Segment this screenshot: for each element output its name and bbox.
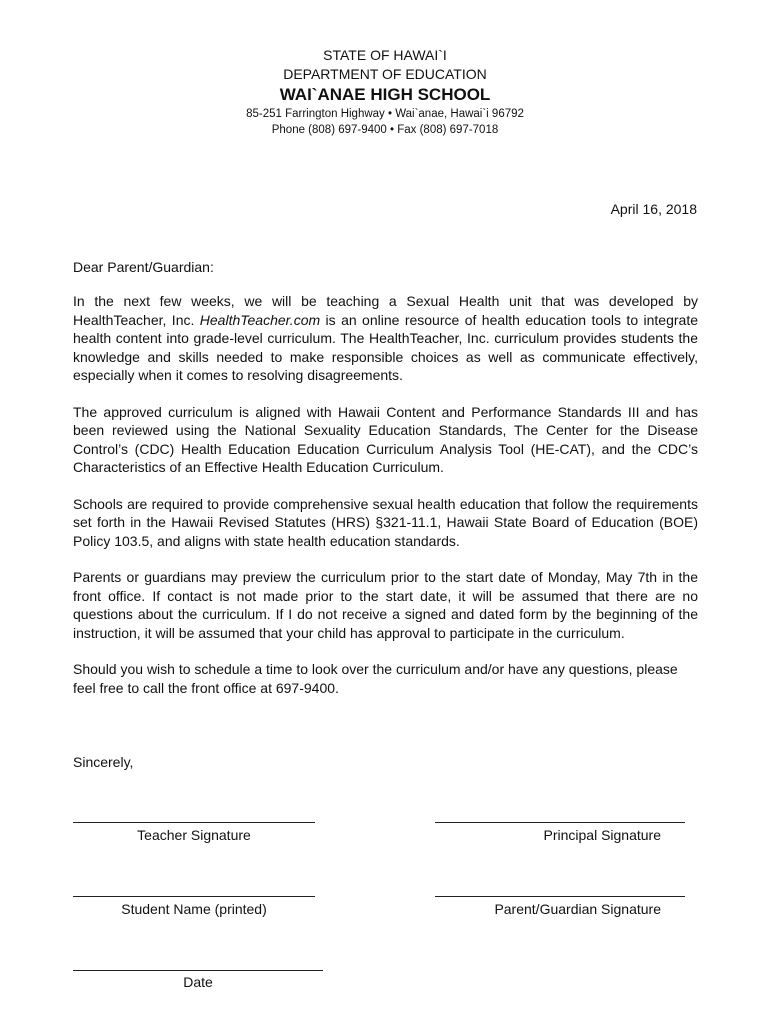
school-address: 85-251 Farrington Highway • Wai`anae, Hawai`i 96792 bbox=[246, 108, 524, 120]
closing: Sincerely, bbox=[73, 754, 134, 770]
letter-body bbox=[73, 292, 698, 715]
signature-line bbox=[73, 970, 323, 971]
signature-line bbox=[435, 896, 685, 897]
signature-line bbox=[435, 822, 685, 823]
date-label: Date bbox=[183, 974, 213, 990]
salutation: Dear Parent/Guardian: bbox=[73, 259, 214, 275]
teacher-signature-block bbox=[73, 822, 315, 843]
student-name-block bbox=[73, 896, 315, 917]
website-name: HealthTeacher.com bbox=[199, 311, 321, 328]
state-name: STATE OF HAWAI`I bbox=[323, 47, 447, 63]
paragraph-preview: Parents or guardians may preview the curriculum prior to the start date of Monday, May 7th in the front office. If contact is not made prior to the start date, it will be assumed that there are no questions about the curriculum. If I do not receive a signed and dated form by the beginning of the instruction, it will be assumed that your child has approval to participate in the curriculum. bbox=[73, 569, 698, 641]
school-name: WAI`ANAE HIGH SCHOOL bbox=[279, 85, 491, 104]
signature-line bbox=[73, 896, 315, 897]
department-name: DEPARTMENT OF EDUCATION bbox=[283, 66, 487, 82]
parent-signature-block bbox=[435, 896, 685, 917]
date-block bbox=[73, 970, 323, 990]
signature-line bbox=[73, 822, 315, 823]
letter-date: April 16, 2018 bbox=[610, 201, 697, 217]
parent-signature-label: Parent/Guardian Signature bbox=[494, 901, 661, 917]
principal-signature-label: Principal Signature bbox=[543, 827, 661, 843]
paragraph-standards: The approved curriculum is aligned with Hawaii Content and Performance Standards III and has been reviewed using the National Sexuality Education Standards, The Center for the Disease Control’s (CDC) Health Education Education Curriculum Analysis Tool (HE-CAT), and the CDC’s Characteristics of an Effective Health Education Curriculum. bbox=[73, 403, 698, 475]
principal-signature-block bbox=[435, 822, 685, 843]
paragraph-contact: Should you wish to schedule a time to look over the curriculum and/or have any questions, please feel free to call the front office at 697-9400. bbox=[73, 661, 678, 696]
letterhead bbox=[0, 46, 770, 138]
teacher-signature-label: Teacher Signature bbox=[137, 827, 251, 843]
paragraph-intro: In the next few weeks, we will be teaching a Sexual Health unit that was developed by HealthTeacher, Inc. HealthTeacher.com is an online resource of health education tools to integrate health content into grade-level curriculum. The HealthTeacher, Inc. curriculum provides students the knowledge and skills needed to make responsible choices as well as communicate effectively, especially when it comes to resolving disagreements. bbox=[73, 293, 698, 383]
paragraph-requirements: Schools are required to provide comprehensive sexual health education that follow the requirements set forth in the Hawaii Revised Statutes (HRS) §321-11.1, Hawaii State Board of Education (BOE) Policy 103.5, and aligns with state health education standards. bbox=[73, 495, 698, 549]
student-name-label: Student Name (printed) bbox=[121, 901, 267, 917]
school-phone-fax: Phone (808) 697-9400 • Fax (808) 697-7018 bbox=[271, 124, 499, 136]
